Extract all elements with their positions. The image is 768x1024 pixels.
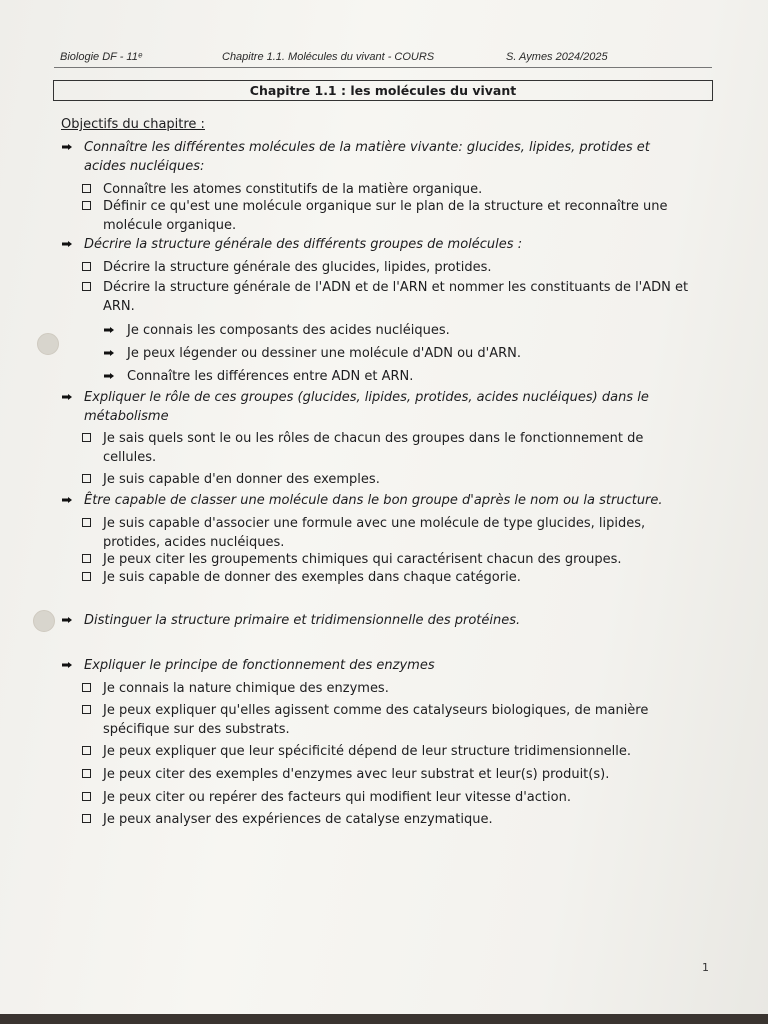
objective-text: Être capable de classer une molécule dans le bon groupe d'après le nom ou la structure. <box>84 493 663 508</box>
checklist-text: Je suis capable d'en donner des exemples. <box>103 472 380 487</box>
checklist-text: Je sais quels sont le ou les rôles de chacun des groupes dans le fonctionnement de cellules. <box>103 431 644 465</box>
checkbox-icon[interactable] <box>82 282 91 291</box>
arrow-bullet-icon <box>62 497 72 503</box>
checklist-text: Je peux expliquer qu'elles agissent comme des catalyseurs biologiques, de manière spécifique sur des substrats. <box>103 703 649 737</box>
checkbox-icon[interactable] <box>82 201 91 210</box>
checklist-text: Je peux analyser des expériences de catalyse enzymatique. <box>103 812 493 827</box>
sub-objective-text: Je peux légender ou dessiner une molécule d'ADN ou d'ARN. <box>127 346 522 361</box>
arrow-bullet-icon <box>104 373 114 379</box>
checkbox-icon[interactable] <box>82 433 91 442</box>
checklist-text: Je peux citer des exemples d'enzymes avec leur substrat et leur(s) produit(s). <box>103 767 610 782</box>
checkbox-icon[interactable] <box>82 572 91 581</box>
checkbox-icon[interactable] <box>82 184 91 193</box>
sub-objective-text: Connaître les différences entre ADN et ARN. <box>127 369 414 384</box>
objective-text: Expliquer le principe de fonctionnement des enzymes <box>84 658 435 673</box>
page-title: Chapitre 1.1 : les molécules du vivant <box>53 80 713 101</box>
punch-hole <box>37 333 59 355</box>
checklist-text: Je peux citer les groupements chimiques qui caractérisent chacun des groupes. <box>103 552 622 567</box>
arrow-bullet-icon <box>104 327 114 333</box>
objective-text: Décrire la structure générale des différents groupes de molécules : <box>84 237 523 252</box>
objective-text: Distinguer la structure primaire et tridimensionnelle des protéines. <box>84 613 521 628</box>
checklist-text: Décrire la structure générale de l'ADN et de l'ARN et nommer les constituants de l'ADN et ARN. <box>103 280 689 314</box>
checkbox-icon[interactable] <box>82 554 91 563</box>
arrow-bullet-icon <box>62 241 72 247</box>
checklist-text: Définir ce qu'est une molécule organique sur le plan de la structure et reconnaître une molécule organique. <box>103 199 668 233</box>
checkbox-icon[interactable] <box>82 769 91 778</box>
checkbox-icon[interactable] <box>82 705 91 714</box>
page-number: 1 <box>702 961 709 974</box>
checklist-text: Connaître les atomes constitutifs de la matière organique. <box>103 182 483 197</box>
table-edge <box>0 1014 768 1024</box>
checkbox-icon[interactable] <box>82 262 91 271</box>
checklist-text: Je suis capable d'associer une formule avec une molécule de type glucides, lipides, protides, acides nucléiques. <box>103 516 646 550</box>
checkbox-icon[interactable] <box>82 683 91 692</box>
checkbox-icon[interactable] <box>82 746 91 755</box>
checkbox-icon[interactable] <box>82 814 91 823</box>
objectives-heading: Objectifs du chapitre : <box>61 117 205 132</box>
checkbox-icon[interactable] <box>82 474 91 483</box>
arrow-bullet-icon <box>62 662 72 668</box>
checklist-text: Je peux citer ou repérer des facteurs qui modifient leur vitesse d'action. <box>103 790 571 805</box>
header-divider <box>54 67 712 68</box>
header-author-year: S. Aymes 2024/2025 <box>506 51 608 63</box>
checklist-text: Je connais la nature chimique des enzymes. <box>103 681 389 696</box>
arrow-bullet-icon <box>62 394 72 400</box>
punch-hole <box>33 610 55 632</box>
checklist-text: Je suis capable de donner des exemples dans chaque catégorie. <box>103 570 521 585</box>
checklist-text: Je peux expliquer que leur spécificité dépend de leur structure tridimensionnelle. <box>103 744 632 759</box>
arrow-bullet-icon <box>104 350 114 356</box>
sub-objective-text: Je connais les composants des acides nucléiques. <box>127 323 450 338</box>
arrow-bullet-icon <box>62 617 72 623</box>
checkbox-icon[interactable] <box>82 792 91 801</box>
header-course: Biologie DF - 11ᵉ <box>60 51 143 63</box>
checklist-text: Décrire la structure générale des glucides, lipides, protides. <box>103 260 492 275</box>
header-chapter: Chapitre 1.1. Molécules du vivant - COURS <box>222 51 435 63</box>
arrow-bullet-icon <box>62 144 72 150</box>
objective-text: Connaître les différentes molécules de la matière vivante: glucides, lipides, protides et acides nucléiques: <box>84 140 650 174</box>
objective-text: Expliquer le rôle de ces groupes (glucides, lipides, protides, acides nucléiques) dans le métabolisme <box>84 390 649 424</box>
checkbox-icon[interactable] <box>82 518 91 527</box>
